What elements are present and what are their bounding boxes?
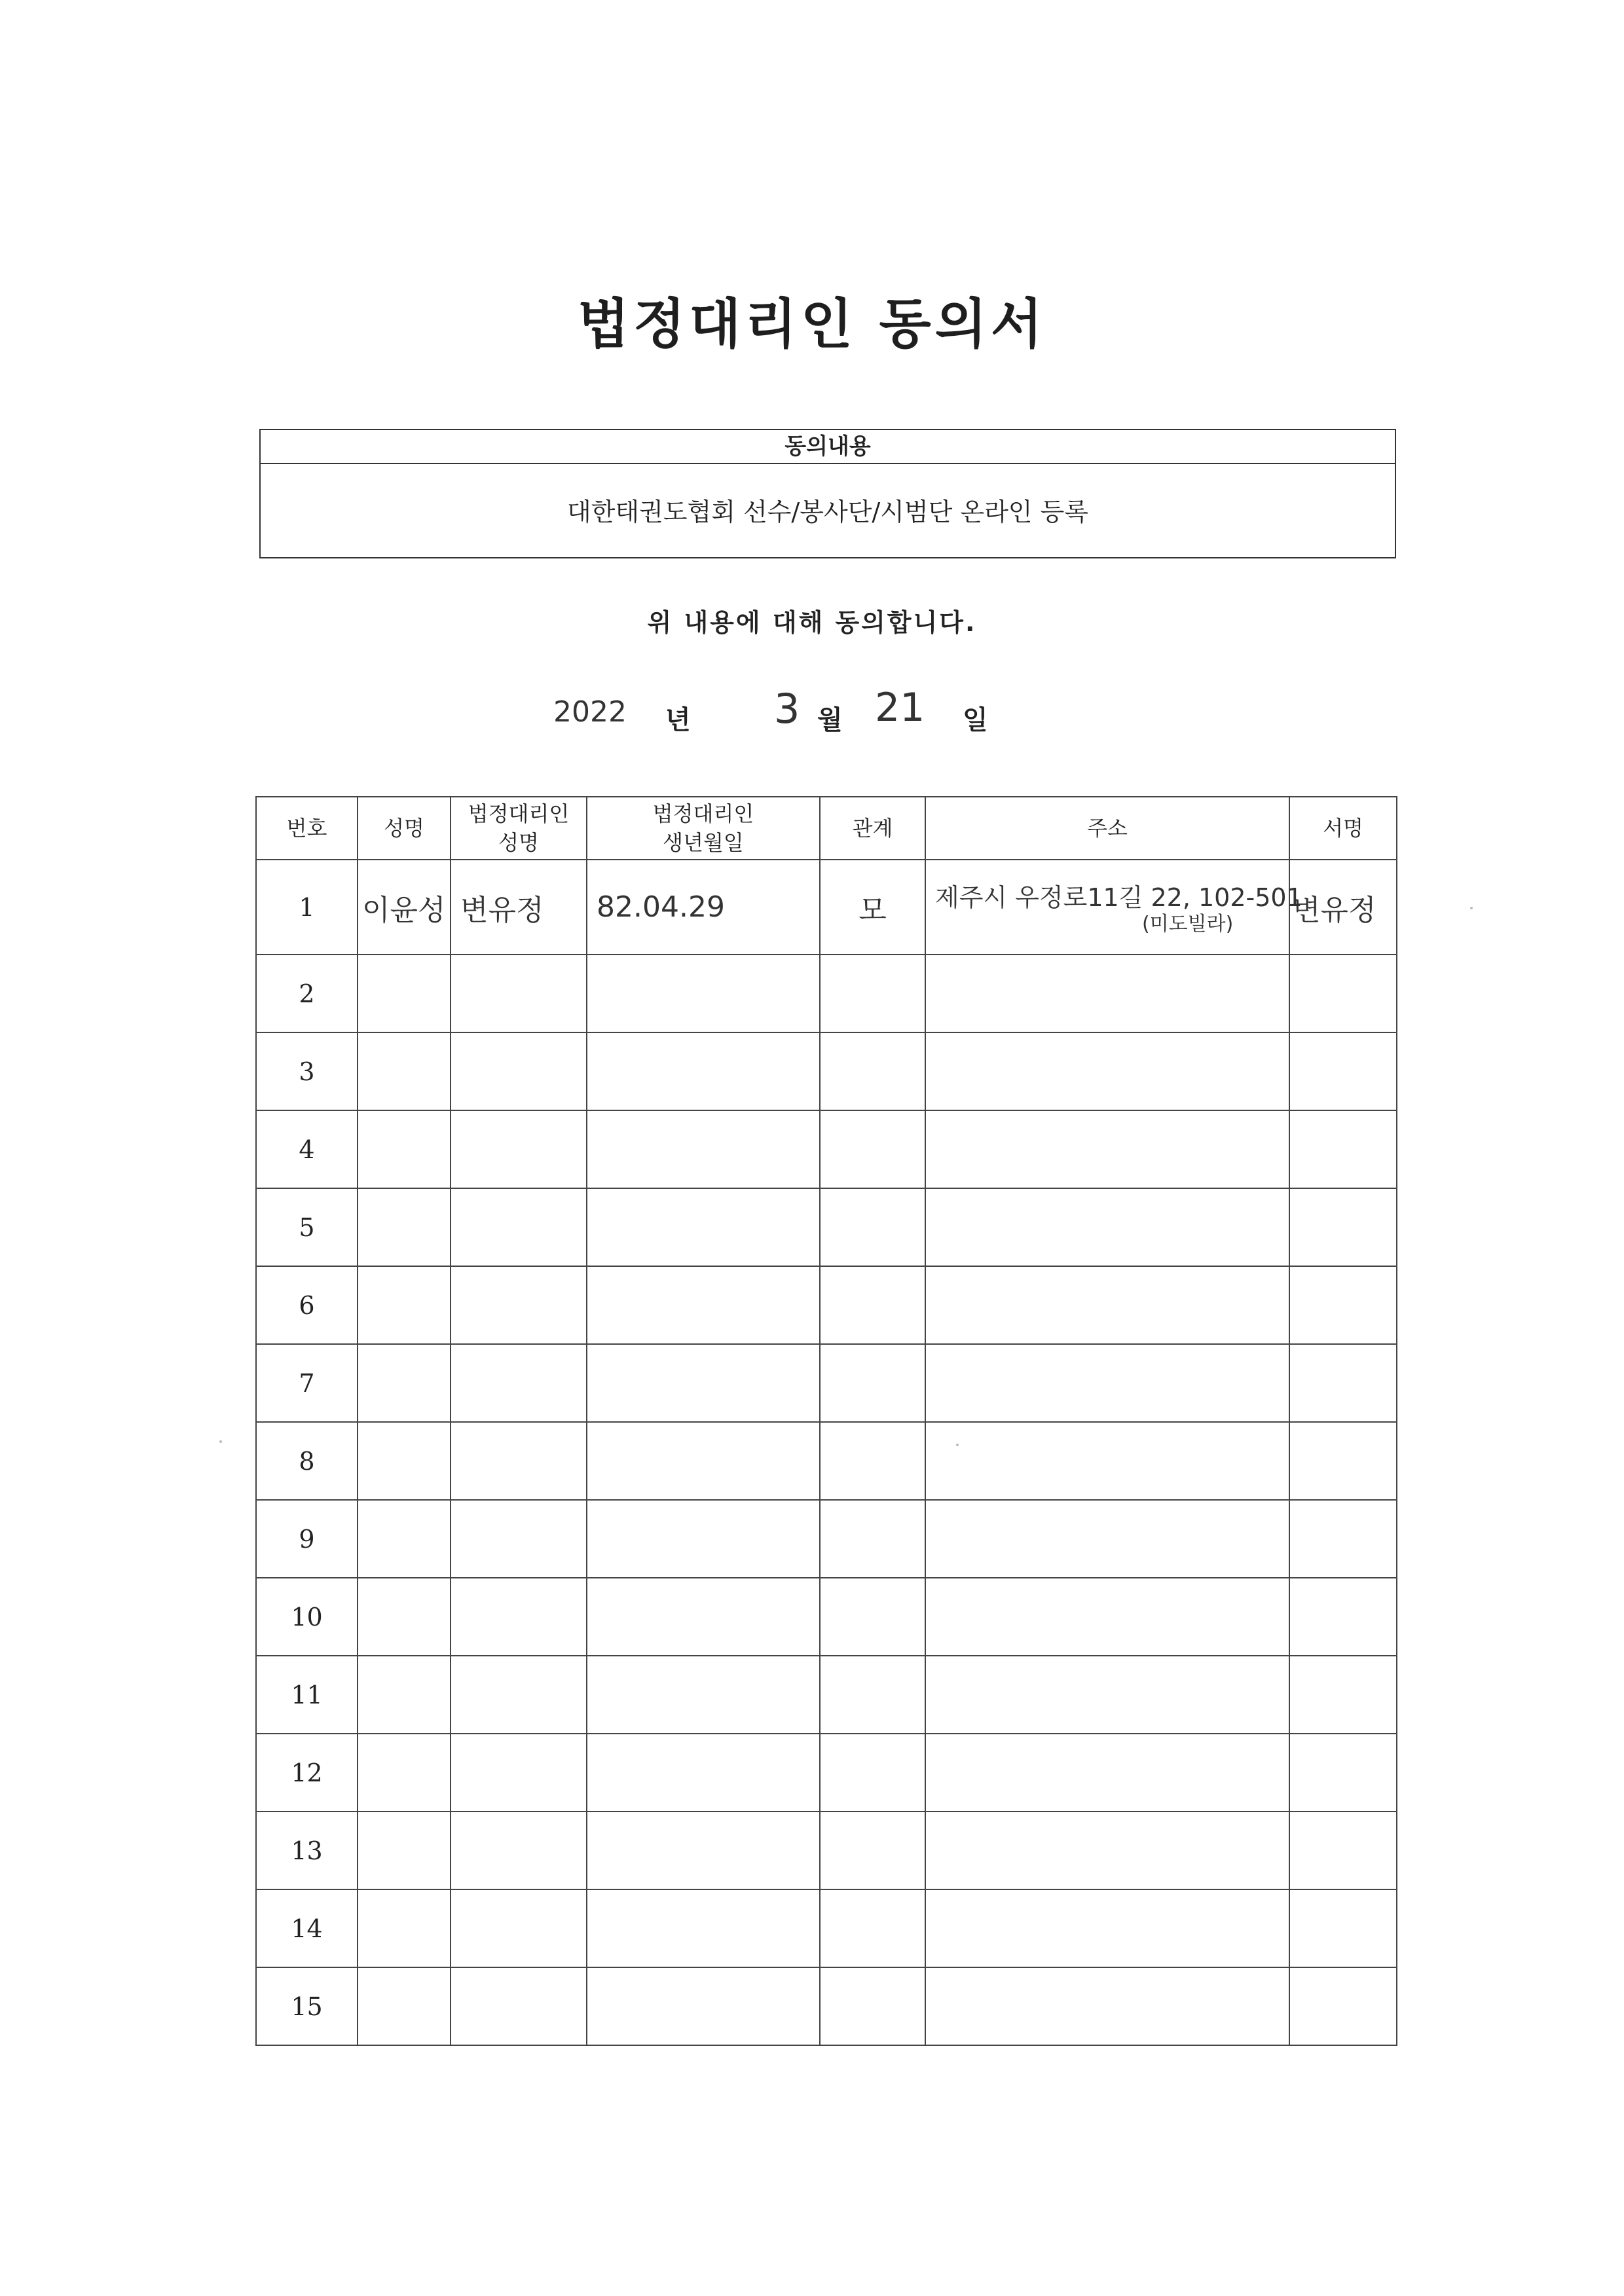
row-address [925, 1344, 1289, 1422]
scan-speck [1470, 907, 1473, 909]
row-signature [1289, 1344, 1397, 1422]
row-guardian-name: 변유정 [451, 860, 587, 955]
date-year-label: 년 [665, 705, 691, 735]
row-relation [820, 955, 925, 1032]
row-signature [1289, 955, 1397, 1032]
row-relation [820, 1578, 925, 1656]
row-relation [820, 1500, 925, 1578]
row-guardian-birth [587, 1188, 820, 1266]
row-no: 7 [256, 1344, 358, 1422]
scan-speck [219, 1440, 222, 1443]
document-title: 법정대리인 동의서 [577, 293, 1047, 355]
row-guardian-name [451, 1500, 587, 1578]
row-no: 12 [256, 1734, 358, 1812]
header-address: 주소 [925, 797, 1289, 860]
row-address-note: (미도빌라) [1142, 913, 1234, 936]
consent-header: 동의내용 [261, 430, 1395, 464]
consent-content: 대한태권도협회 선수/봉사단/시범단 온라인 등록 [566, 498, 1088, 526]
header-no: 번호 [256, 797, 358, 860]
row-guardian-name [451, 1734, 587, 1812]
row-relation [820, 1812, 925, 1889]
row-guardian-birth [587, 1266, 820, 1344]
row-signature [1289, 1266, 1397, 1344]
header-guardian-name: 법정대리인 성명 [451, 797, 587, 860]
row-no: 3 [256, 1032, 358, 1110]
row-relation [820, 1266, 925, 1344]
row-guardian-name [451, 1656, 587, 1734]
row-guardian-birth [587, 1889, 820, 1967]
row-address [925, 1266, 1289, 1344]
header-name: 성명 [358, 797, 451, 860]
row-no: 13 [256, 1812, 358, 1889]
row-no: 4 [256, 1110, 358, 1188]
table-row [256, 1500, 1397, 1578]
row-no: 2 [256, 955, 358, 1032]
table-row [256, 1110, 1397, 1188]
row-guardian-birth [587, 1656, 820, 1734]
row-name [358, 1967, 451, 2045]
row-guardian-birth [587, 1110, 820, 1188]
row-signature [1289, 1734, 1397, 1812]
row-signature [1289, 1889, 1397, 1967]
row-relation [820, 1032, 925, 1110]
row-no: 14 [256, 1889, 358, 1967]
row-guardian-birth [587, 1812, 820, 1889]
header-relation: 관계 [820, 797, 925, 860]
row-guardian-name [451, 1578, 587, 1656]
table-row [256, 1812, 1397, 1889]
row-name [358, 1656, 451, 1734]
table-row [256, 1734, 1397, 1812]
row-address-main: 제주시 우정로11길 22, 102-501 [935, 883, 1302, 912]
row-name [358, 1889, 451, 1967]
row-address [925, 955, 1289, 1032]
row-signature [1289, 1500, 1397, 1578]
row-name [358, 1344, 451, 1422]
row-no: 10 [256, 1578, 358, 1656]
row-signature [1289, 1188, 1397, 1266]
row-signature [1289, 1967, 1397, 2045]
row-guardian-birth [587, 1500, 820, 1578]
date-day-value: 21 [875, 685, 925, 731]
row-relation [820, 1656, 925, 1734]
row-address [925, 860, 1302, 955]
row-address [925, 1889, 1289, 1967]
row-address [925, 1656, 1289, 1734]
row-guardian-birth [587, 955, 820, 1032]
row-no: 9 [256, 1500, 358, 1578]
row-guardian-name [451, 1188, 587, 1266]
row-name [358, 1734, 451, 1812]
date-day-label: 일 [963, 705, 988, 735]
date-month-value: 3 [774, 685, 800, 733]
row-name [358, 1110, 451, 1188]
table-row [256, 1266, 1397, 1344]
row-name [358, 1266, 451, 1344]
row-address [925, 1422, 1289, 1500]
date-month-label: 월 [817, 705, 843, 735]
row-no: 1 [256, 860, 358, 955]
table-row [256, 1188, 1397, 1266]
row-signature [1289, 1032, 1397, 1110]
row-guardian-name [451, 1422, 587, 1500]
scan-speck [956, 1444, 959, 1446]
table-row [256, 1422, 1397, 1500]
row-guardian-name [451, 1266, 587, 1344]
row-relation: 모 [820, 860, 925, 955]
row-relation [820, 1110, 925, 1188]
header-guardian-birth: 법정대리인 생년월일 [587, 797, 820, 860]
row-name [358, 1422, 451, 1500]
row-guardian-name [451, 1967, 587, 2045]
row-guardian-birth [587, 1032, 820, 1110]
row-name [358, 1500, 451, 1578]
row-signature [1289, 1656, 1397, 1734]
row-guardian-name [451, 1812, 587, 1889]
row-no: 8 [256, 1422, 358, 1500]
row-address [925, 1812, 1289, 1889]
row-guardian-birth [587, 1578, 820, 1656]
row-name [358, 1032, 451, 1110]
row-no: 5 [256, 1188, 358, 1266]
row-relation [820, 1889, 925, 1967]
row-address [925, 1500, 1289, 1578]
table-row [256, 955, 1397, 1032]
row-address [925, 1188, 1289, 1266]
row-no: 15 [256, 1967, 358, 2045]
table-row [256, 1578, 1397, 1656]
row-signature [1289, 1578, 1397, 1656]
table-row [256, 1967, 1397, 2045]
row-guardian-birth [587, 1422, 820, 1500]
row-guardian-birth [587, 1734, 820, 1812]
row-relation [820, 1967, 925, 2045]
consent-box [259, 429, 1396, 558]
row-relation [820, 1422, 925, 1500]
row-guardian-name [451, 1110, 587, 1188]
row-guardian-birth [587, 1344, 820, 1422]
date-year-value: 2022 [553, 695, 627, 729]
row-signature [1289, 1110, 1397, 1188]
date-line [0, 681, 1624, 746]
row-no: 6 [256, 1266, 358, 1344]
table-row [256, 860, 1397, 955]
row-guardian-name [451, 1889, 587, 1967]
registration-table [255, 796, 1397, 2046]
row-address [925, 1967, 1289, 2045]
header-signature: 서명 [1289, 797, 1397, 860]
row-signature [1289, 1812, 1397, 1889]
row-relation [820, 1344, 925, 1422]
row-address [925, 1578, 1289, 1656]
table-row [256, 1889, 1397, 1967]
row-guardian-birth: 82.04.29 [587, 860, 820, 955]
table-row [256, 1032, 1397, 1110]
row-guardian-name [451, 1344, 587, 1422]
row-signature [1289, 1422, 1397, 1500]
row-guardian-birth [587, 1967, 820, 2045]
row-address [925, 1032, 1289, 1110]
table-header-row [256, 797, 1397, 860]
row-signature: 변유정 [1289, 860, 1397, 955]
row-no: 11 [256, 1656, 358, 1734]
row-name [358, 955, 451, 1032]
table-row [256, 1344, 1397, 1422]
row-name [358, 1188, 451, 1266]
row-address [925, 1110, 1289, 1188]
row-name: 이윤성 [358, 860, 451, 955]
table-row [256, 1656, 1397, 1734]
row-address [925, 1734, 1289, 1812]
row-relation [820, 1188, 925, 1266]
row-guardian-name [451, 955, 587, 1032]
row-relation [820, 1734, 925, 1812]
row-name [358, 1812, 451, 1889]
agree-statement: 위 내용에 대해 동의합니다. [647, 608, 977, 637]
row-name [358, 1578, 451, 1656]
row-guardian-name [451, 1032, 587, 1110]
